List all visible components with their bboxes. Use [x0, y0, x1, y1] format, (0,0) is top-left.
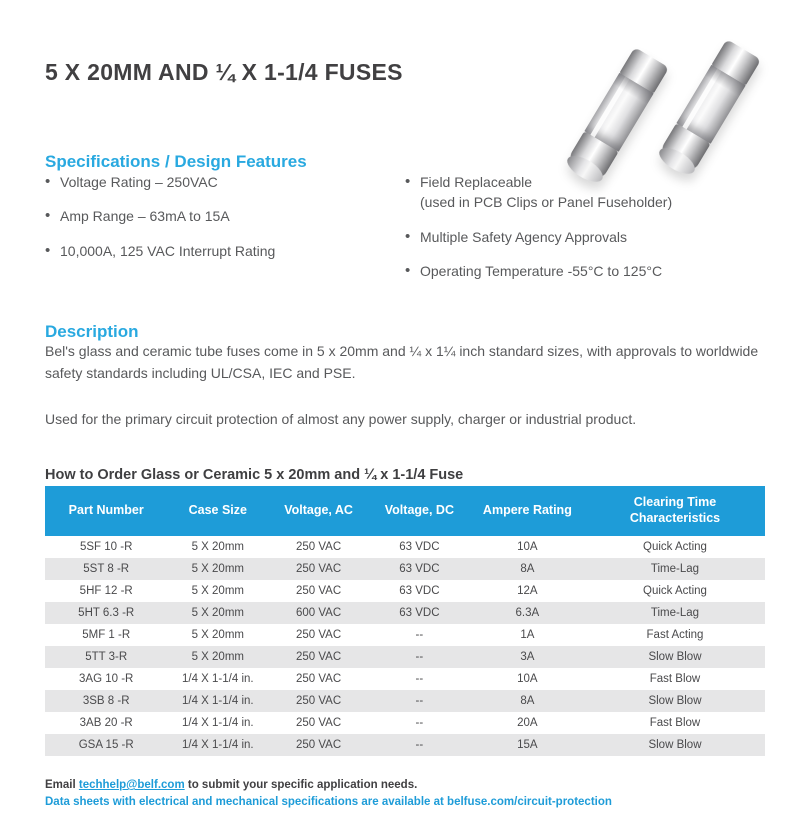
table-cell: 10A — [517, 541, 538, 553]
column-header: Clearing Time Characteristics — [585, 486, 765, 536]
table-cell: 5HT 6.3 -R — [78, 607, 135, 619]
description-heading: Description — [45, 322, 139, 342]
table-cell: 250 VAC — [295, 563, 342, 575]
table-cell: 3SB 8 -R — [82, 695, 130, 707]
table-cell: 250 VAC — [295, 629, 342, 641]
specifications-heading: Specifications / Design Features — [45, 152, 307, 172]
table-cell: Time-Lag — [650, 563, 700, 575]
table-cell: 250 VAC — [295, 717, 342, 729]
table-cell: 250 VAC — [295, 585, 342, 597]
table-cell: Quick Acting — [643, 585, 707, 597]
table-cell: 15A — [517, 739, 538, 751]
table-cell: 250 VAC — [295, 695, 342, 707]
footer-contact-line — [45, 777, 612, 794]
spec-bullet-list-left — [45, 172, 405, 295]
footer-email-prefix: Email — [45, 779, 79, 791]
table-cell: Slow Blow — [648, 695, 702, 707]
page-footer — [45, 777, 612, 810]
table-row — [45, 646, 765, 668]
table-cell: 600 VAC — [295, 607, 342, 619]
description-section — [45, 340, 771, 453]
table-cell: 3AB 20 -R — [79, 717, 133, 729]
column-header: Ampere Rating — [470, 486, 585, 536]
description-paragraph: Bel's glass and ceramic tube fuses come in 5 x 20mm and ¼ x 1¼ inch standard sizes, with approvals to worldwide safety standards including UL/CSA, IEC and PSE. — [45, 343, 759, 382]
spec-bullet-sublabel: (used in PCB Clips or Panel Fuseholder) — [420, 194, 673, 211]
spec-bullet — [405, 172, 780, 213]
description-paragraph: Used for the primary circuit protection of almost any power supply, charger or industrial product. — [45, 410, 637, 427]
table-cell: 8A — [520, 563, 535, 575]
spec-bullet: • Multiple Safety Agency Approvals — [405, 227, 780, 247]
table-cell: 63 VDC — [399, 541, 440, 553]
table-cell: Fast Blow — [649, 717, 701, 729]
table-cell: 250 VAC — [295, 739, 342, 751]
table-cell: 5 X 20mm — [191, 607, 244, 619]
table-cell: 12A — [517, 585, 538, 597]
fuse-table-body — [45, 536, 765, 756]
table-cell: -- — [415, 651, 424, 663]
table-cell: 250 VAC — [295, 651, 342, 663]
table-cell: 8A — [520, 695, 535, 707]
table-row — [45, 536, 765, 558]
table-cell: 1/4 X 1-1/4 in. — [181, 673, 254, 685]
table-cell: 5TT 3-R — [85, 651, 128, 663]
fuse-image-right — [659, 39, 761, 173]
spec-bullet: • Voltage Rating – 250VAC — [45, 172, 405, 192]
table-cell: 5MF 1 -R — [82, 629, 131, 641]
table-cell: 5HF 12 -R — [79, 585, 133, 597]
table-cell: -- — [415, 695, 424, 707]
table-cell: 3A — [520, 651, 535, 663]
footer-datasheet-line: Data sheets with electrical and mechanical specifications are available at belfuse.com/circuit-protection — [45, 795, 612, 808]
table-cell: Fast Acting — [646, 629, 704, 641]
spec-bullet: • Amp Range – 63mA to 15A — [45, 206, 405, 226]
table-cell: -- — [415, 717, 424, 729]
fuse-table-head — [45, 486, 765, 536]
how-to-order-heading: How to Order Glass or Ceramic 5 x 20mm and ¼ x 1-1/4 Fuse — [45, 466, 464, 483]
table-cell: 250 VAC — [295, 673, 342, 685]
table-row — [45, 580, 765, 602]
table-row — [45, 690, 765, 712]
column-header: Case Size — [167, 486, 268, 536]
table-cell: -- — [415, 629, 424, 641]
table-cell: 1A — [520, 629, 535, 641]
spec-bullet: • Operating Temperature -55°C to 125°C — [405, 261, 780, 281]
table-cell: 3AG 10 -R — [79, 673, 134, 685]
table-cell: GSA 15 -R — [78, 739, 134, 751]
table-cell: 5ST 8 -R — [83, 563, 130, 575]
table-cell: Fast Blow — [649, 673, 701, 685]
table-cell: 6.3A — [515, 607, 540, 619]
table-row — [45, 558, 765, 580]
table-cell: 1/4 X 1-1/4 in. — [181, 717, 254, 729]
table-cell: 5 X 20mm — [191, 585, 244, 597]
email-link[interactable]: techhelp@belf.com — [78, 779, 185, 791]
fuse-image-left — [567, 47, 669, 181]
table-row — [45, 668, 765, 690]
fuse-order-table — [45, 486, 765, 756]
column-header: Voltage, AC — [268, 486, 369, 536]
table-cell: 5SF 10 -R — [79, 541, 133, 553]
table-cell: 63 VDC — [399, 607, 440, 619]
table-cell: 5 X 20mm — [191, 541, 244, 553]
table-cell: 1/4 X 1-1/4 in. — [181, 739, 254, 751]
column-header: Voltage, DC — [369, 486, 470, 536]
table-cell: 20A — [517, 717, 538, 729]
fuse-table-header-row — [45, 486, 765, 536]
table-cell: Time-Lag — [650, 607, 700, 619]
table-cell: Slow Blow — [648, 739, 702, 751]
table-row — [45, 734, 765, 756]
table-cell: 63 VDC — [399, 585, 440, 597]
table-row — [45, 712, 765, 734]
specifications-section — [45, 172, 780, 295]
spec-bullet-label: Field Replaceable — [420, 174, 533, 190]
table-cell: -- — [415, 673, 424, 685]
spec-bullet-list-right — [405, 172, 780, 295]
table-cell: -- — [415, 739, 424, 751]
spec-bullet: • 10,000A, 125 VAC Interrupt Rating — [45, 241, 405, 261]
table-cell: Quick Acting — [643, 541, 707, 553]
table-row — [45, 624, 765, 646]
table-cell: 1/4 X 1-1/4 in. — [181, 695, 254, 707]
table-cell: 5 X 20mm — [191, 629, 244, 641]
table-cell: 5 X 20mm — [191, 563, 244, 575]
footer-email-suffix: to submit your specific application needs. — [184, 779, 418, 791]
page-title: 5 X 20MM AND ¼ X 1-1/4 FUSES — [45, 59, 403, 86]
table-cell: 250 VAC — [295, 541, 342, 553]
table-cell: Slow Blow — [648, 651, 702, 663]
table-cell: 5 X 20mm — [191, 651, 244, 663]
column-header: Part Number — [45, 486, 167, 536]
table-cell: 63 VDC — [399, 563, 440, 575]
table-row — [45, 602, 765, 624]
table-cell: 10A — [517, 673, 538, 685]
